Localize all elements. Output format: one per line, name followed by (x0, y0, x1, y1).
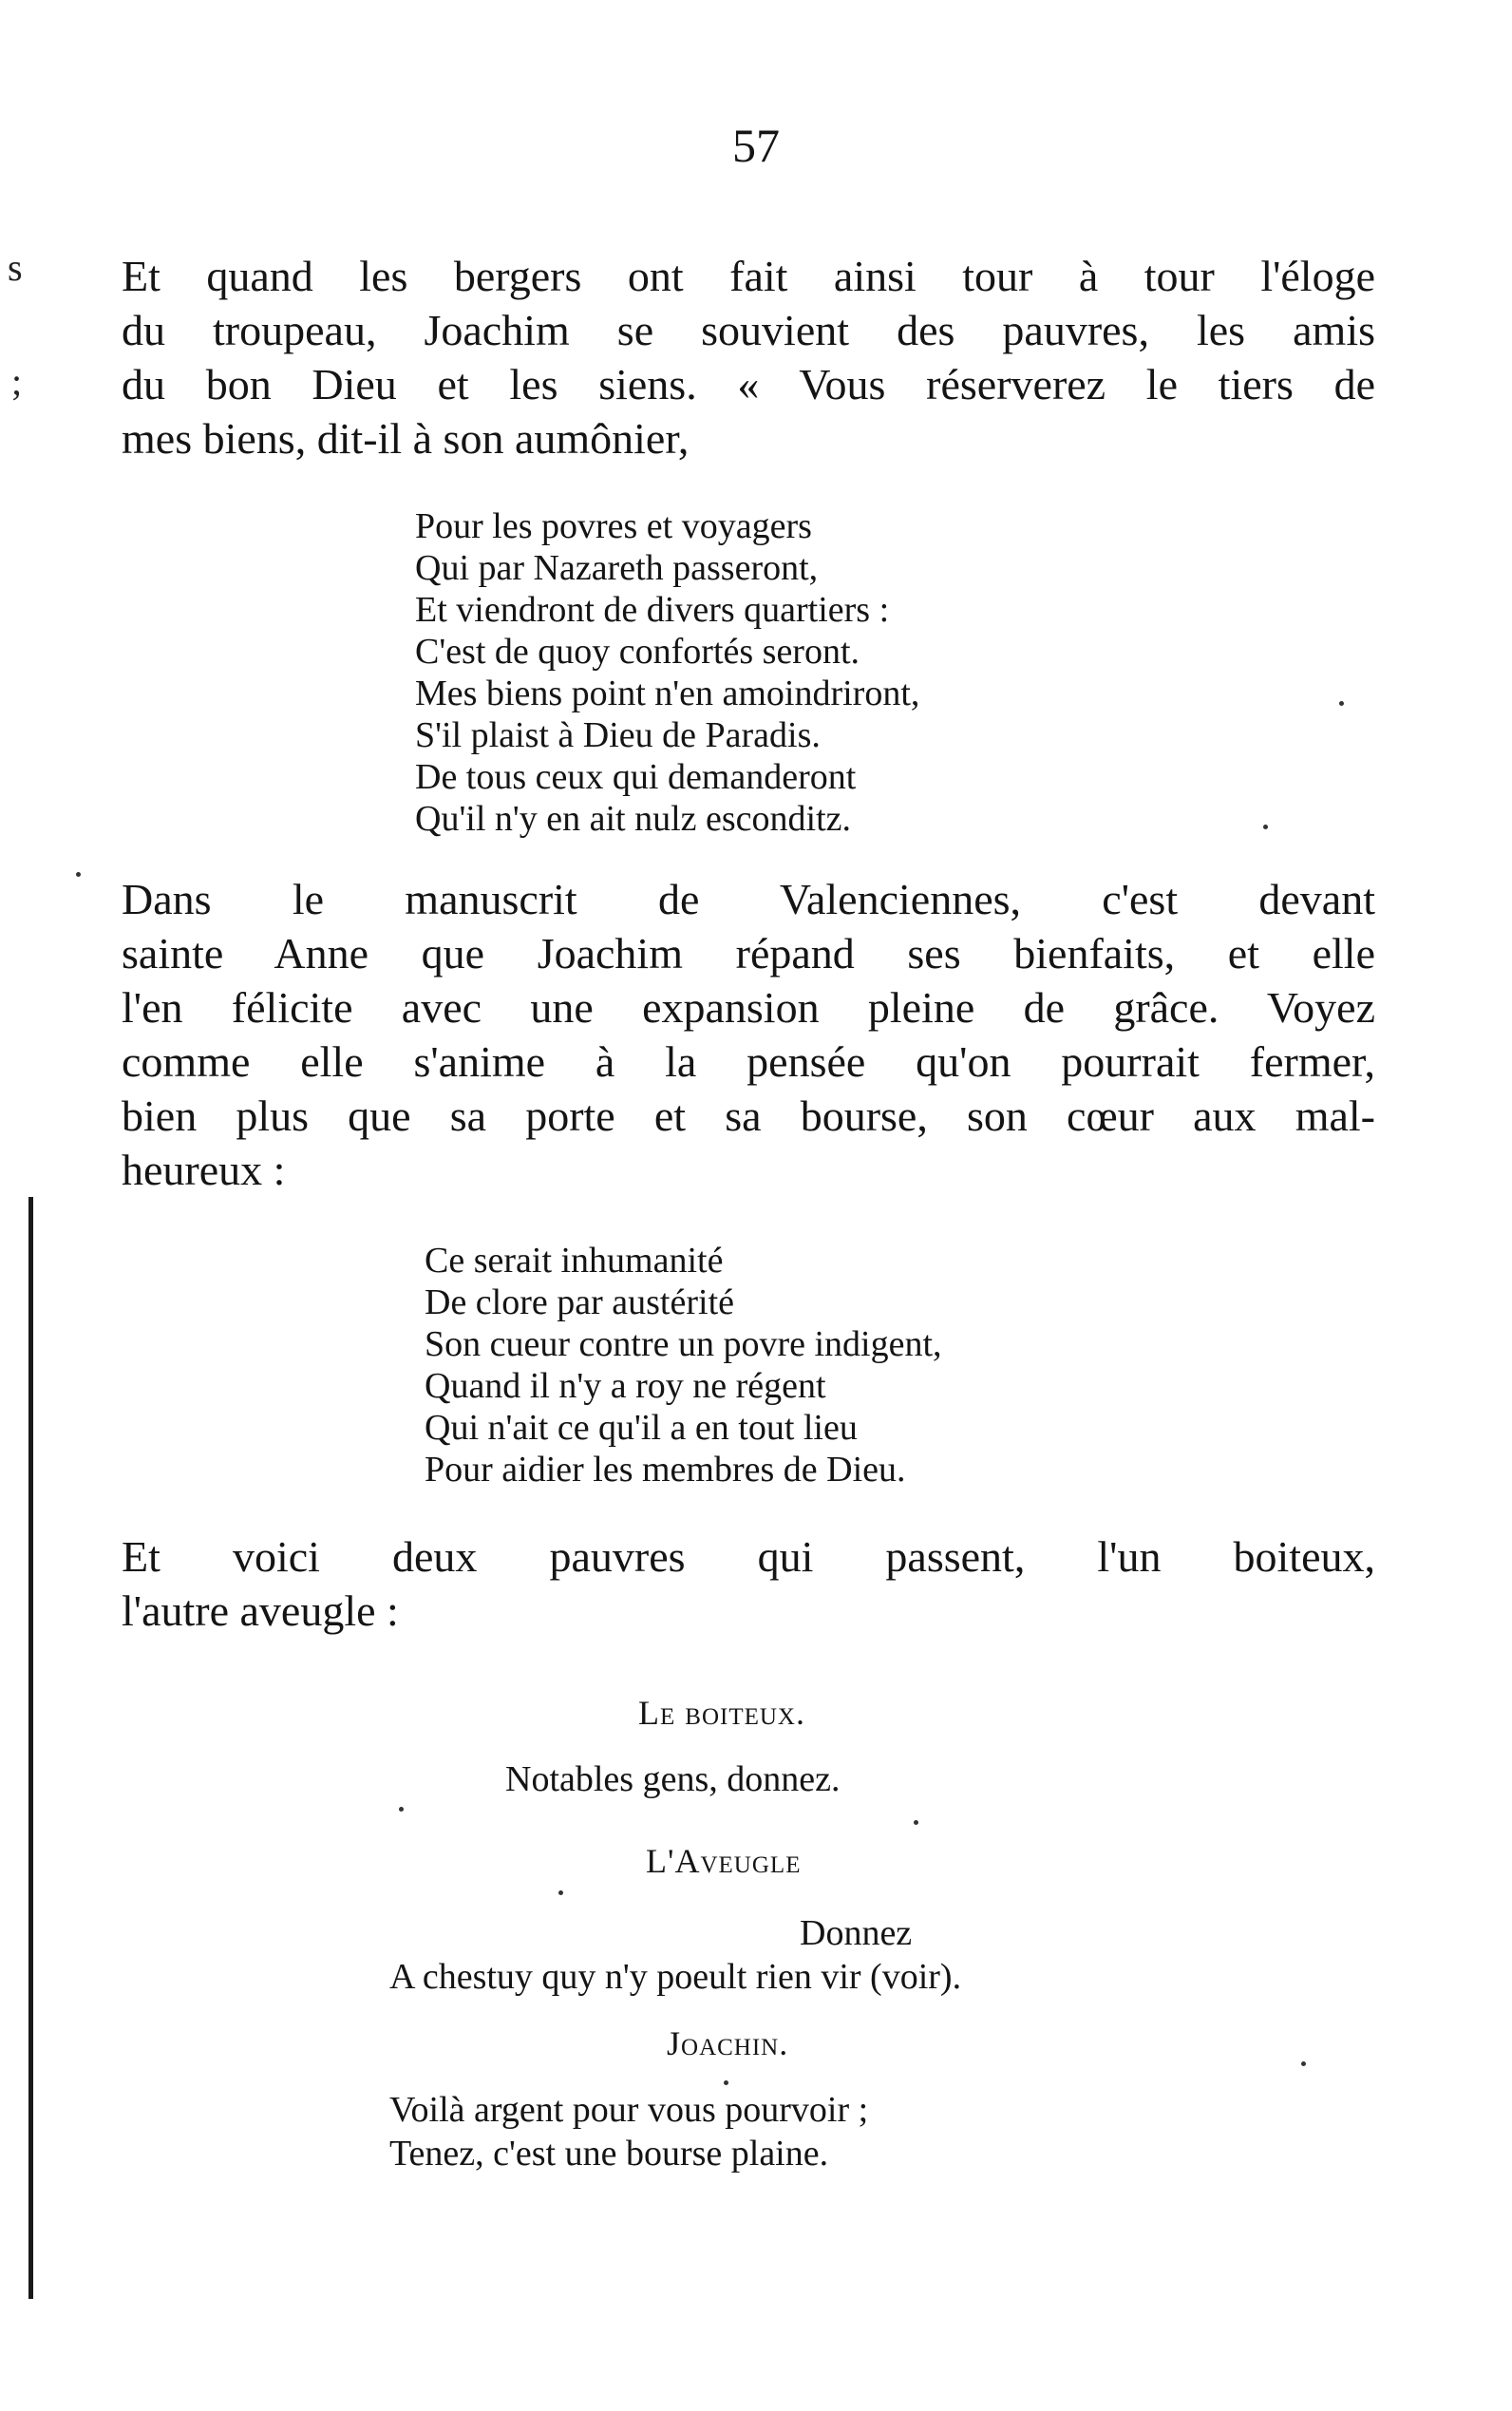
speaker-rest: e boiteux. (660, 1694, 805, 1732)
paragraph-line: comme elle s'anime à la pensée qu'on pourrait fermer, (122, 1037, 1375, 1086)
margin-mark-semicolon: ; (11, 360, 23, 403)
paragraph-3 (122, 1529, 1375, 1638)
speech-l-aveugle-line-1: Donnez (800, 1913, 913, 1953)
paragraph-2 (122, 872, 1375, 1197)
paragraph-line: mes biens, dit-il à son aumônier, (122, 414, 690, 463)
print-speck (399, 1807, 404, 1812)
speech-joachin (389, 2088, 868, 2175)
verse-block-2 (425, 1240, 942, 1490)
paragraph-line: Et quand les bergers ont fait ainsi tour à tour l'éloge (122, 252, 1375, 300)
paragraph-line: du troupeau, Joachim se souvient des pauvres, les amis (122, 306, 1375, 354)
speaker-initial: L (638, 1694, 660, 1732)
print-speck (1339, 701, 1344, 706)
speaker-initial: L'A (646, 1842, 701, 1880)
verse-line: Son cueur contre un povre indigent, (425, 1324, 942, 1364)
speech-le-boiteux: Notables gens, donnez. (505, 1759, 841, 1799)
print-speck (1301, 2061, 1306, 2066)
paragraph-line: heureux : (122, 1146, 286, 1194)
paragraph-line: du bon Dieu et les siens. « Vous réserverez le tiers de (122, 360, 1375, 408)
verse-line: Quand il n'y a roy ne régent (425, 1366, 826, 1406)
speaker-le-boiteux (638, 1693, 805, 1733)
print-speck (1263, 825, 1268, 829)
verse-line: Qui par Nazareth passeront, (415, 548, 819, 588)
speech-l-aveugle-line-2: A chestuy quy n'y poeult rien vir (voir). (389, 1957, 962, 1997)
verse-line: Pour les povres et voyagers (415, 506, 812, 546)
verse-line: De clore par austérité (425, 1282, 734, 1322)
verse-line: S'il plaist à Dieu de Paradis. (415, 715, 821, 755)
paragraph-line: sainte Anne que Joachim répand ses bienfaits, et elle (122, 929, 1375, 978)
verse-line: C'est de quoy confortés seront. (415, 632, 860, 672)
speaker-rest: veugle (700, 1842, 802, 1880)
speaker-l-aveugle (646, 1841, 801, 1881)
verse-line: Mes biens point n'en amoindriront, (415, 674, 920, 713)
paragraph-line: Dans le manuscrit de Valenciennes, c'est devant (122, 875, 1375, 923)
verse-line: Ce serait inhumanité (425, 1241, 724, 1281)
verse-line: Pour aidier les membres de Dieu. (425, 1450, 906, 1490)
verse-line: Qui n'ait ce qu'il a en tout lieu (425, 1408, 858, 1448)
paragraph-line: bien plus que sa porte et sa bourse, son cœur aux mal- (122, 1092, 1375, 1140)
paragraph-line: Et voici deux pauvres qui passent, l'un boiteux, (122, 1532, 1375, 1581)
speaker-joachin (667, 2023, 788, 2063)
verse-block-1 (415, 505, 919, 840)
speech-joachin-line-2: Tenez, c'est une bourse plaine. (389, 2134, 829, 2174)
speaker-initial: J (667, 2024, 682, 2062)
print-speck (76, 872, 81, 877)
paragraph-line: l'en félicite avec une expansion pleine de grâce. Voyez (122, 983, 1375, 1032)
print-speck (558, 1890, 563, 1895)
speech-joachin-line-1: Voilà argent pour vous pourvoir ; (389, 2090, 869, 2130)
paragraph-1 (122, 249, 1375, 465)
binding-shadow-line (28, 1197, 33, 2299)
verse-line: De tous ceux qui demanderont (415, 757, 857, 797)
speaker-rest: oachin. (681, 2024, 789, 2062)
margin-mark-s: s (8, 246, 23, 289)
paragraph-line: l'autre aveugle : (122, 1586, 399, 1635)
page-number: 57 (732, 119, 780, 172)
print-speck (724, 2080, 728, 2085)
verse-line: Qu'il n'y en ait nulz esconditz. (415, 799, 852, 839)
verse-line: Et viendront de divers quartiers : (415, 590, 890, 630)
print-speck (914, 1820, 918, 1825)
